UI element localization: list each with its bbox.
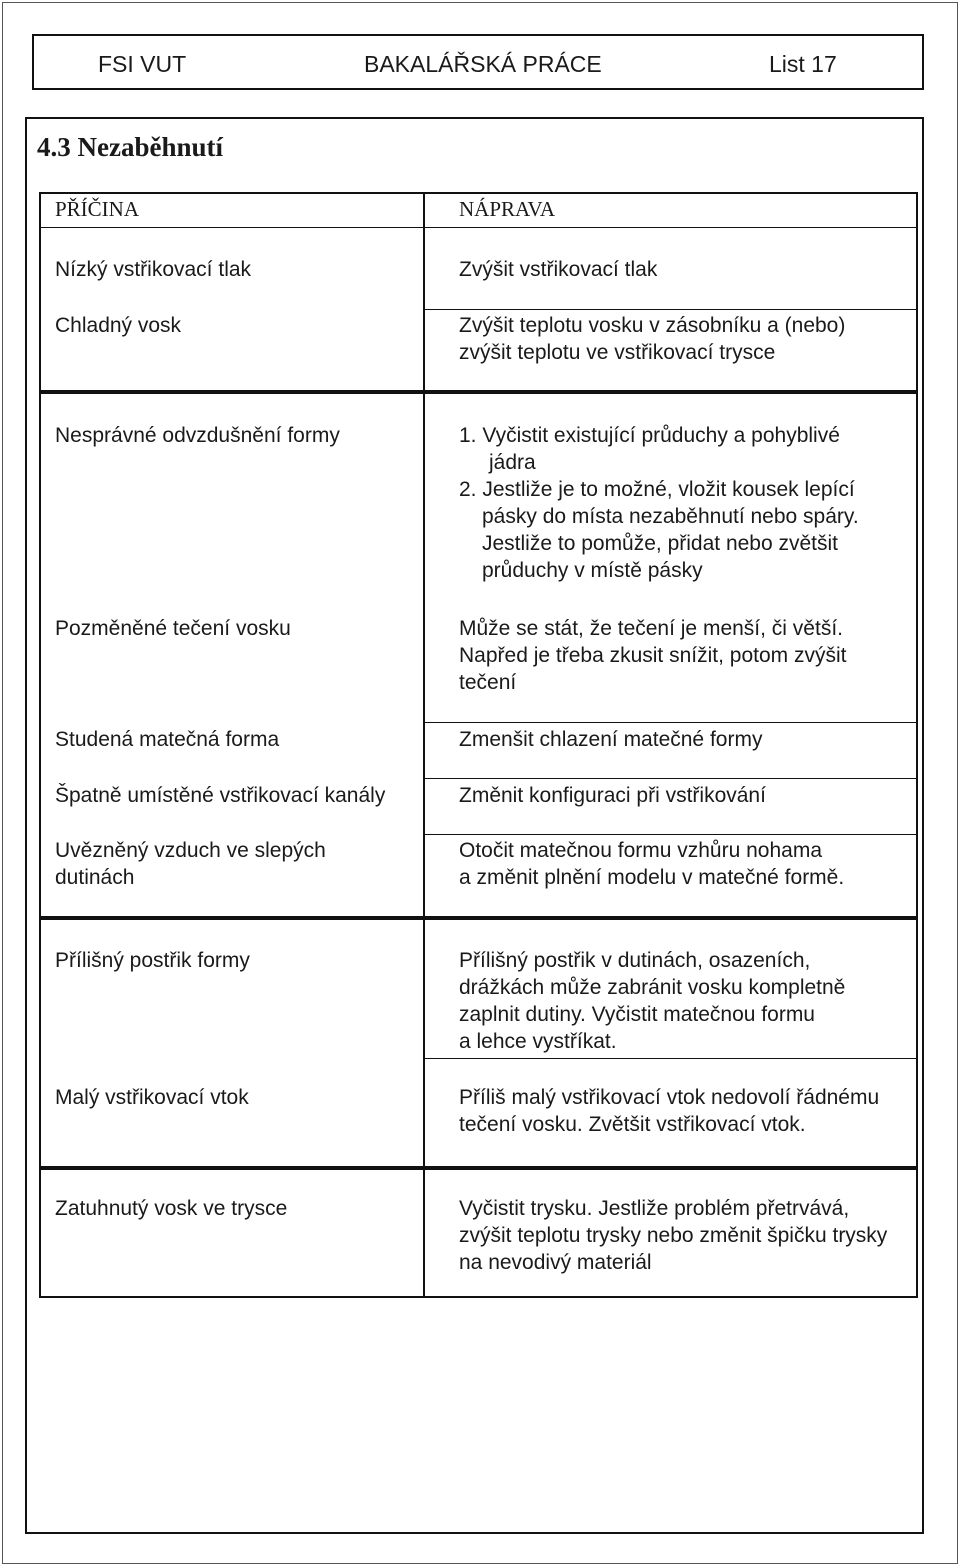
column-divider (423, 394, 425, 916)
row-divider (425, 778, 916, 779)
cause-cell: Špatně umístěné vstřikovací kanály (55, 784, 386, 807)
column-divider (423, 920, 425, 1166)
header-divider (41, 227, 916, 228)
row-divider (425, 722, 916, 723)
remedy-cell: Zvýšit vstřikovací tlak (459, 258, 658, 281)
cause-cell: Přílišný postřik formy (55, 949, 250, 972)
column-header-cause: PŘÍČINA (55, 197, 140, 221)
remedy-cell: Otočit matečnou formu vzhůru nohama a změnit plnění modelu v matečné formě. (459, 839, 845, 889)
column-divider (423, 194, 425, 390)
remedy-cell: Zmenšit chlazení matečné formy (459, 728, 763, 751)
column-header-remedy: NÁPRAVA (459, 197, 556, 221)
remedy-cell: Může se stát, že tečení je menší, či větší. Napřed je třeba zkusit snížit, potom zvýšit tečení (459, 617, 847, 694)
row-divider (425, 309, 916, 310)
remedy-cell: Příliš malý vstřikovací vtok nedovolí řádnému tečení vosku. Zvětšit vstřikovací vtok. (459, 1086, 880, 1136)
section-title: 4.3 Nezaběhnutí (37, 132, 224, 162)
cause-cell: Studená matečná forma (55, 728, 280, 751)
page-header (32, 34, 924, 90)
table-block-1 (39, 192, 918, 392)
remedy-cell: Změnit konfiguraci při vstřikování (459, 784, 766, 807)
remedy-cell: Přílišný postřik v dutinách, osazeních, drážkách může zabránit vosku kompletně zaplnit dutiny. Vyčistit matečnou formu a lehce vystříkat. (459, 949, 846, 1053)
row-divider (425, 834, 916, 835)
row-divider (425, 1058, 916, 1059)
remedy-cell: 1. Vyčistit existující průduchy a pohyblivé jádra 2. Jestliže je to možné, vložit kousek lepící pásky do místa nezaběhnutí nebo spáry. Jestliže to pomůže, přidat nebo zvětšit průduchy v místě pásky (459, 424, 859, 582)
cause-cell: Malý vstřikovací vtok (55, 1086, 249, 1109)
cause-cell: Uvězněný vzduch ve slepých dutinách (55, 839, 326, 889)
table-block-4 (39, 1168, 918, 1298)
cause-cell: Nesprávné odvzdušnění formy (55, 424, 340, 447)
table-block-2 (39, 392, 918, 918)
header-document-type: BAKALÁŘSKÁ PRÁCE (364, 51, 602, 77)
column-divider (423, 1170, 425, 1296)
cause-cell: Chladný vosk (55, 314, 182, 337)
table-block-3 (39, 918, 918, 1168)
header-page-number: List 17 (769, 51, 837, 77)
cause-cell: Pozměněné tečení vosku (55, 617, 291, 640)
header-faculty: FSI VUT (98, 51, 187, 77)
cause-cell: Zatuhnutý vosk ve trysce (55, 1197, 288, 1220)
remedy-cell: Vyčistit trysku. Jestliže problém přetrvává, zvýšit teplotu trysky nebo změnit špičku trysky na nevodivý materiál (459, 1197, 888, 1274)
cause-cell: Nízký vstřikovací tlak (55, 258, 252, 281)
remedy-cell: Zvýšit teplotu vosku v zásobníku a (nebo) zvýšit teplotu ve vstřikovací trysce (459, 314, 846, 364)
